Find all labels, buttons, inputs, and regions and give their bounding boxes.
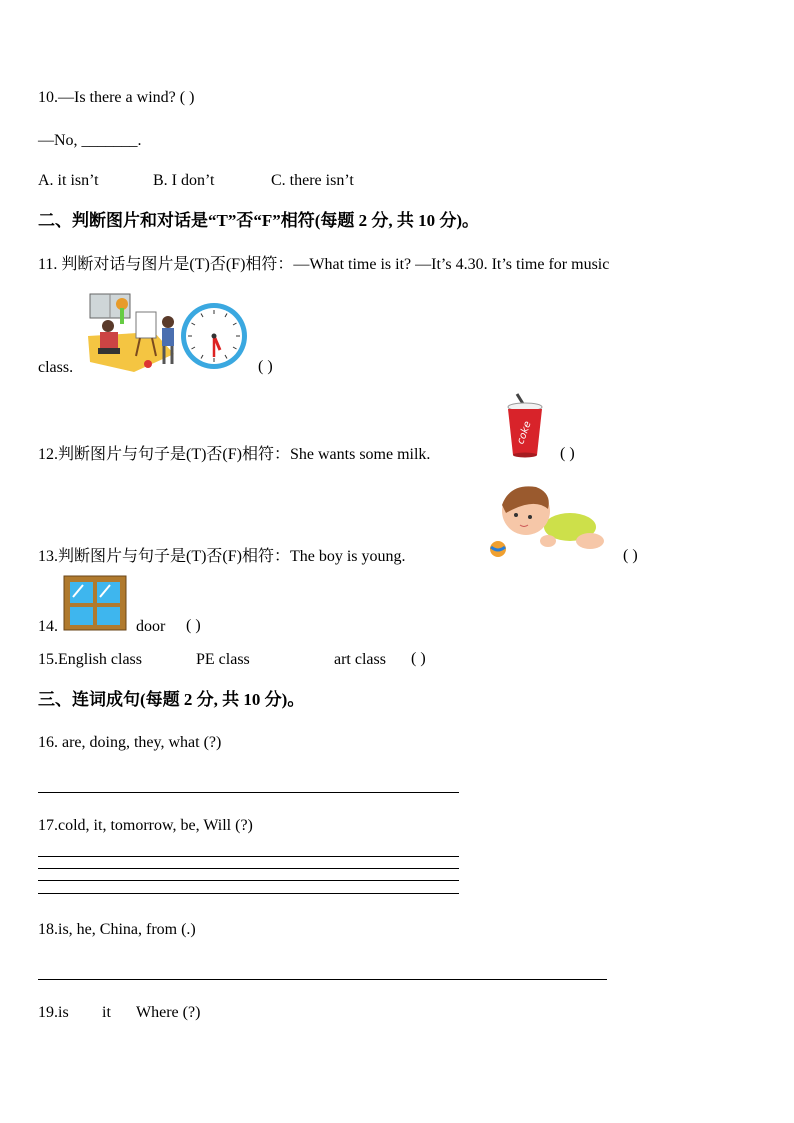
- q17-answer-line-1[interactable]: [38, 856, 459, 857]
- q11-cont: class.: [38, 359, 74, 376]
- q19-part-3: Where (?): [136, 1004, 201, 1021]
- clock-icon: [178, 300, 250, 372]
- q15-item-2: PE class: [196, 651, 250, 668]
- window-icon: [63, 575, 127, 631]
- q12-answer-blank[interactable]: ( ): [560, 445, 575, 462]
- section2-heading: 二、判断图片和对话是“T”否“F”相符(每题 2 分, 共 10 分)。: [38, 211, 480, 230]
- q10-question: 10.—Is there a wind? ( ): [38, 89, 195, 106]
- q12-text: 12.判断图片与句子是(T)否(F)相符：She wants some milk.: [38, 446, 431, 463]
- q17-text: 17.cold, it, tomorrow, be, Will (?): [38, 817, 253, 834]
- q14-answer-blank[interactable]: ( ): [186, 617, 201, 634]
- q19-part-2: it: [102, 1004, 111, 1021]
- q14-word: door: [136, 618, 166, 635]
- q18-text: 18.is, he, China, from (.): [38, 921, 196, 938]
- q11-answer-blank[interactable]: ( ): [258, 358, 273, 375]
- q15-item-3: art class: [334, 651, 386, 668]
- q13-answer-blank[interactable]: ( ): [623, 547, 638, 564]
- baby-illustration: [486, 483, 606, 563]
- section3-heading: 三、连词成句(每题 2 分, 共 10 分)。: [38, 690, 305, 709]
- q10-reply: —No, _______.: [38, 132, 142, 149]
- q15-item-1: 15.English class: [38, 651, 142, 668]
- q16-text: 16. are, doing, they, what (?): [38, 734, 222, 751]
- q10-option-c: C. there isn’t: [271, 172, 354, 189]
- q19-part-1: 19.is: [38, 1004, 69, 1021]
- q17-answer-line-3[interactable]: [38, 880, 459, 881]
- q10-option-a: A. it isn’t: [38, 172, 99, 189]
- q16-answer-line[interactable]: [38, 792, 459, 793]
- q14-num: 14.: [38, 618, 58, 635]
- cup-icon: [505, 393, 545, 459]
- q17-answer-line-2[interactable]: [38, 868, 459, 869]
- q13-text: 13.判断图片与句子是(T)否(F)相符：The boy is young.: [38, 548, 406, 565]
- q10-option-b: B. I don’t: [153, 172, 215, 189]
- classroom-illustration: [84, 292, 180, 374]
- q18-answer-line[interactable]: [38, 979, 607, 980]
- q11-text: 11. 判断对话与图片是(T)否(F)相符：—What time is it? —It’s 4.30. It’s time for music: [38, 256, 610, 273]
- q15-answer-blank[interactable]: ( ): [411, 650, 426, 667]
- cup-label: coke: [515, 419, 534, 446]
- q17-answer-line-4[interactable]: [38, 893, 459, 894]
